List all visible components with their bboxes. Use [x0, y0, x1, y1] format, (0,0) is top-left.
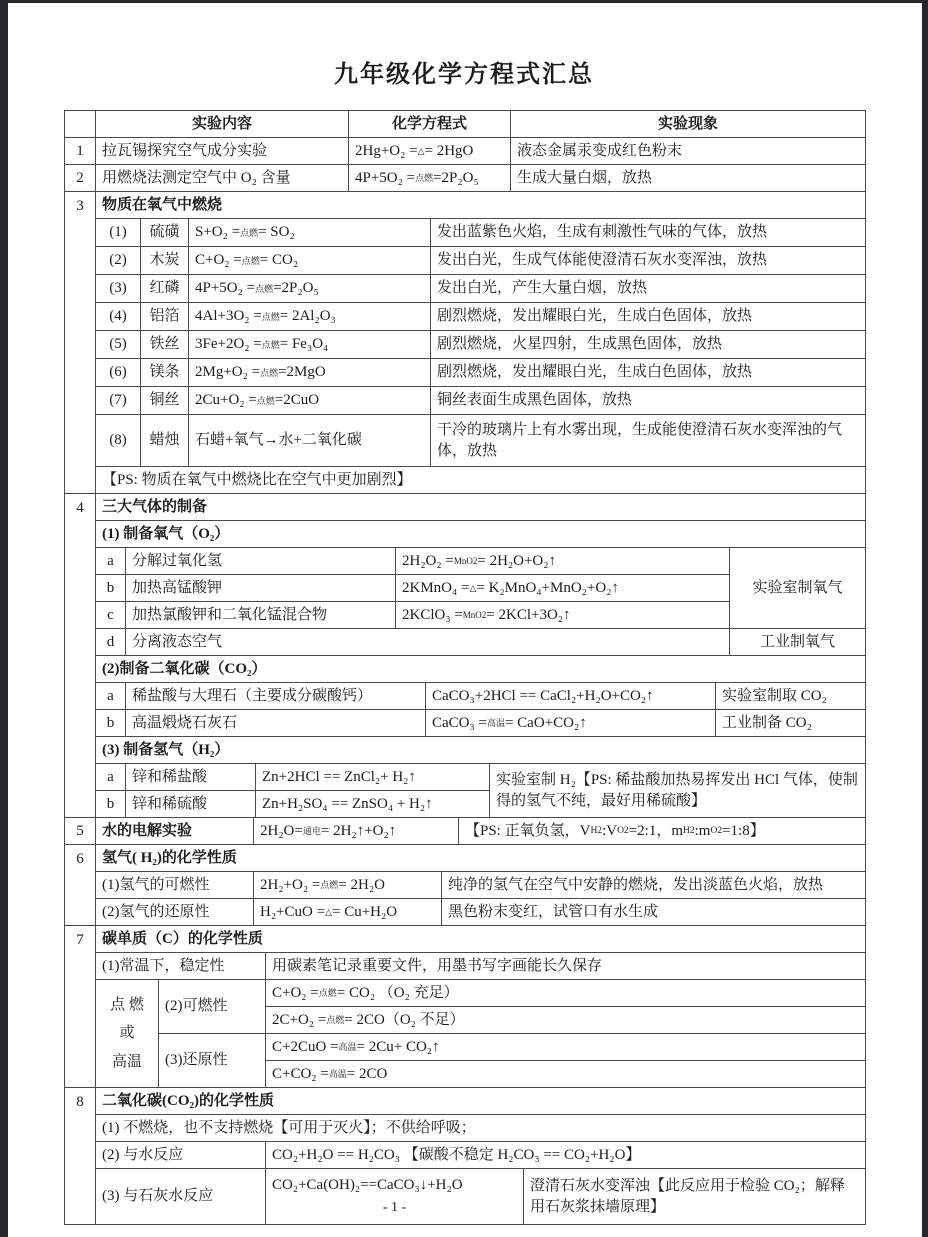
- table-row: [65, 138, 866, 165]
- item-name: 铁丝: [141, 331, 189, 359]
- table-row: [65, 165, 866, 192]
- table-row: [96, 764, 490, 791]
- table-row: [96, 1142, 866, 1169]
- item-equation: Zn+H₂SO₄ == ZnSO₄ + H₂↑: [256, 791, 490, 818]
- vertical-label-line: 点 燃: [110, 997, 144, 1014]
- header-num-cell: [65, 111, 96, 138]
- item-label: 工业制备 CO₂: [716, 710, 866, 737]
- scan-edge-right: [922, 0, 928, 1237]
- item-index: b: [96, 791, 126, 818]
- item-label: (2) 与水反应: [96, 1142, 266, 1169]
- item-index: d: [96, 629, 126, 656]
- table-row: [65, 818, 866, 845]
- item-equation: S+O₂ = 点燃 = SO₂: [189, 219, 431, 247]
- item-index: b: [96, 710, 126, 737]
- page-number: - 1 -: [382, 1200, 407, 1216]
- table-row: [96, 629, 730, 656]
- item-name: 铝箔: [141, 303, 189, 331]
- item-phenomenon: 干冷的玻璃片上有水雾出现，生成能使澄清石灰水变浑浊的气体，放热: [431, 415, 866, 467]
- combustion-rows: [159, 980, 866, 1034]
- vertical-label-line: 高温: [111, 1053, 142, 1070]
- row-number: 6: [65, 845, 96, 926]
- reduction-label: (3)还原性: [159, 1034, 266, 1088]
- item-equation: 2KMnO₄ = △ = K₂MnO₄+MnO₂+O₂↑: [396, 575, 730, 602]
- table-row-group-6: [65, 845, 866, 926]
- item-index: a: [96, 683, 126, 710]
- item-index: (6): [96, 359, 141, 387]
- table-row: [96, 791, 490, 818]
- item-desc: 稀盐酸与大理石（主要成分碳酸钙）: [126, 683, 426, 710]
- item-index: (4): [96, 303, 141, 331]
- row2-equation: 4P+5O₂ = 点燃 =2P₂O₅: [349, 165, 511, 192]
- scan-edge-left: [0, 0, 8, 1237]
- item-name: 镁条: [141, 359, 189, 387]
- row5-content: 水的电解实验: [96, 818, 254, 845]
- item-equation: CO₂+H₂O == H₂CO₃ 【碳酸不稳定 H₂CO₃ == CO₂+H₂O】: [266, 1142, 866, 1169]
- item-equation-cell: [266, 1169, 524, 1225]
- table-row: [96, 359, 866, 387]
- item-equation: 3Fe+2O₂ = 点燃 = Fe₃O₄: [189, 331, 431, 359]
- table-header-row: [65, 111, 866, 138]
- item-index: (8): [96, 415, 141, 467]
- item-equation: 4Al+3O₂ = 点燃 = 2Al₂O₃: [189, 303, 431, 331]
- page-title: 九年级化学方程式汇总: [334, 62, 594, 88]
- item-phenomenon: 铜丝表面生成黑色固体，放热: [431, 387, 866, 415]
- row-number: 2: [65, 165, 96, 192]
- item-phenomenon: 发出蓝紫色火焰，生成有刺激性气味的气体，放热: [431, 219, 866, 247]
- item-index: (2): [96, 247, 141, 275]
- row-number: 3: [65, 192, 96, 494]
- row-number: 4: [65, 494, 96, 818]
- item-equation: CaCO₃+2HCl == CaCl₂+H₂O+CO₂↑: [426, 683, 716, 710]
- item-name: 硫磺: [141, 219, 189, 247]
- item-equation: CaCO₃ = 高温 = CaO+CO₂↑: [426, 710, 716, 737]
- o2-heading: (1) 制备氧气（O₂）: [96, 521, 866, 548]
- item-equation: 2Mg+O₂ = 点燃 =2MgO: [189, 359, 431, 387]
- row5-ps-note: 【PS: 正氧负氢，V H2 :V O2 =2:1，m H2 :m O2 =1:8】: [459, 818, 866, 845]
- item-index: (1): [96, 219, 141, 247]
- item-desc: 分离液态空气: [126, 629, 730, 656]
- row4-title: 三大气体的制备: [96, 494, 866, 521]
- h2-prep-block: [96, 764, 866, 818]
- row1-equation: 2Hg+O₂ = △ = 2HgO: [349, 138, 511, 165]
- item-equation: 2C+O₂ = 点燃 = 2CO（O₂ 不足）: [266, 1007, 866, 1034]
- item-equation: Zn+2HCl == ZnCl₂+ H₂↑: [256, 764, 490, 791]
- h2-heading: (3) 制备氢气（H₂）: [96, 737, 866, 764]
- row1-content: 拉瓦锡探究空气成分实验: [96, 138, 349, 165]
- table-row-group-7: [65, 926, 866, 1088]
- item-index: (7): [96, 387, 141, 415]
- item-phenomenon: 剧烈燃烧，发出耀眼白光，生成白色固体，放热: [431, 359, 866, 387]
- table-row-group-8: [65, 1088, 866, 1225]
- item-desc: 锌和稀盐酸: [126, 764, 256, 791]
- row-number: 7: [65, 926, 96, 1088]
- table-row: [96, 710, 866, 737]
- table-row: [96, 303, 866, 331]
- item-equation: 2H₂O₂ = MnO2 = 2H₂O+O₂↑: [396, 548, 730, 575]
- chemistry-equations-table: [64, 110, 866, 1225]
- table-row: [96, 683, 866, 710]
- row7-title: 碳单质（C）的化学性质: [96, 926, 866, 953]
- row6-title: 氢气( H₂)的化学性质: [96, 845, 866, 872]
- table-row: [96, 247, 866, 275]
- stability-text: 用碳素笔记录重要文件，用墨书写字画能长久保存: [266, 953, 866, 980]
- ignite-block: [96, 980, 866, 1088]
- table-row-group-3: [65, 192, 866, 494]
- vertical-condition-label: [96, 980, 159, 1088]
- item-index: (5): [96, 331, 141, 359]
- row8-title: 二氧化碳(CO₂)的化学性质: [96, 1088, 866, 1115]
- header-phenomenon: 实验现象: [511, 111, 866, 138]
- item-label: (2)氢气的还原性: [96, 899, 254, 926]
- row3-ps-note: 【PS: 物质在氧气中燃烧比在空气中更加剧烈】: [96, 467, 866, 494]
- row-number: 8: [65, 1088, 96, 1225]
- item-index: c: [96, 602, 126, 629]
- item-equation: 2KClO₃ = MnO2 = 2KCl+3O₂↑: [396, 602, 730, 629]
- combustion-label: (2)可燃性: [159, 980, 266, 1034]
- item-phenomenon: 黑色粉末变红，试管口有水生成: [442, 899, 866, 926]
- item-equation: C+CO₂ = 高温 = 2CO: [266, 1061, 866, 1088]
- item-phenomenon: 发出白光，生成气体能使澄清石灰水变浑浊，放热: [431, 247, 866, 275]
- item-label: (3) 与石灰水反应: [96, 1169, 266, 1225]
- table-row: [96, 953, 866, 980]
- item-desc: 加热氯酸钾和二氧化锰混合物: [126, 602, 396, 629]
- item-desc: 加热高锰酸钾: [126, 575, 396, 602]
- item-index: a: [96, 548, 126, 575]
- item-equation: 2H₂+O₂ = 点燃 = 2H₂O: [254, 872, 442, 899]
- table-row: [96, 387, 866, 415]
- row2-phenomenon: 生成大量白烟，放热: [511, 165, 866, 192]
- h2-ps-note: 实验室制 H₂【PS: 稀盐酸加热易挥发出 HCl 气体，使制得的氢气不纯，最好用稀硫酸】: [490, 764, 866, 818]
- item-phenomenon: 澄清石灰水变浑浊【此反应用于检验 CO₂；解释用石灰浆抹墙原理】: [524, 1169, 866, 1225]
- item-label: (1)氢气的可燃性: [96, 872, 254, 899]
- table-row: [96, 548, 730, 575]
- item-index: a: [96, 764, 126, 791]
- o2-lab-label: 实验室制氧气: [730, 548, 866, 629]
- table-row: [96, 602, 730, 629]
- reduction-rows: [159, 1034, 866, 1088]
- o2-industry-label: 工业制氧气: [730, 629, 866, 656]
- item-index: (3): [96, 275, 141, 303]
- vertical-label-line: 或: [119, 1025, 135, 1042]
- item-equation: 石蜡+氧气→水+二氧化碳: [189, 415, 431, 467]
- item-phenomenon: 剧烈燃烧，发出耀眼白光，生成白色固体，放热: [431, 303, 866, 331]
- item-equation: 2Cu+O₂ = 点燃 =2CuO: [189, 387, 431, 415]
- co2-heading: (2)制备二氧化碳（CO₂）: [96, 656, 866, 683]
- header-equation: 化学方程式: [349, 111, 511, 138]
- row2-content: 用燃烧法测定空气中 O₂ 含量: [96, 165, 349, 192]
- item-name: 铜丝: [141, 387, 189, 415]
- item-desc: 锌和稀硫酸: [126, 791, 256, 818]
- item-desc: 分解过氧化氢: [126, 548, 396, 575]
- item-equation: C+O₂ = 点燃 = CO₂ （O₂ 充足）: [266, 980, 866, 1007]
- item-equation: H₂+CuO = △ = Cu+H₂O: [254, 899, 442, 926]
- table-row: [96, 872, 866, 899]
- item-phenomenon: 纯净的氢气在空气中安静的燃烧，发出淡蓝色火焰，放热: [442, 872, 866, 899]
- table-row: [96, 1169, 866, 1225]
- item-phenomenon: 剧烈燃烧，火星四射，生成黑色固体，放热: [431, 331, 866, 359]
- item-phenomenon: 发出白光，产生大量白烟，放热: [431, 275, 866, 303]
- item-desc: 高温煅烧石灰石: [126, 710, 426, 737]
- item-name: 红磷: [141, 275, 189, 303]
- o2-prep-block: [96, 548, 866, 656]
- table-row: [96, 899, 866, 926]
- item-equation: CO₂+Ca(OH)₂==CaCO₃↓+H₂O: [272, 1176, 463, 1193]
- item-equation: C+O₂ = 点燃 = CO₂: [189, 247, 431, 275]
- row-number: 5: [65, 818, 96, 845]
- table-row: [96, 275, 866, 303]
- row8-item1: (1) 不燃烧，也不支持燃烧【可用于灭火】；不供给呼吸；: [96, 1115, 866, 1142]
- item-label: 实验室制取 CO₂: [716, 683, 866, 710]
- stability-label: (1)常温下，稳定性: [96, 953, 266, 980]
- item-equation: 4P+5O₂ = 点燃 =2P₂O₅: [189, 275, 431, 303]
- header-content: 实验内容: [96, 111, 349, 138]
- table-row-group-4: [65, 494, 866, 818]
- item-index: b: [96, 575, 126, 602]
- table-row: [96, 575, 730, 602]
- row-number: 1: [65, 138, 96, 165]
- table-row: [96, 415, 866, 467]
- item-equation: C+2CuO = 高温 = 2Cu+ CO₂↑: [266, 1034, 866, 1061]
- table-row: [96, 219, 866, 247]
- row5-equation: 2H₂O= 通电 = 2H₂↑+O₂↑: [254, 818, 459, 845]
- table-row: [96, 331, 866, 359]
- item-name: 蜡烛: [141, 415, 189, 467]
- scan-edge-top: [0, 0, 928, 3]
- row1-phenomenon: 液态金属汞变成红色粉末: [511, 138, 866, 165]
- row3-title: 物质在氧气中燃烧: [96, 192, 866, 219]
- item-name: 木炭: [141, 247, 189, 275]
